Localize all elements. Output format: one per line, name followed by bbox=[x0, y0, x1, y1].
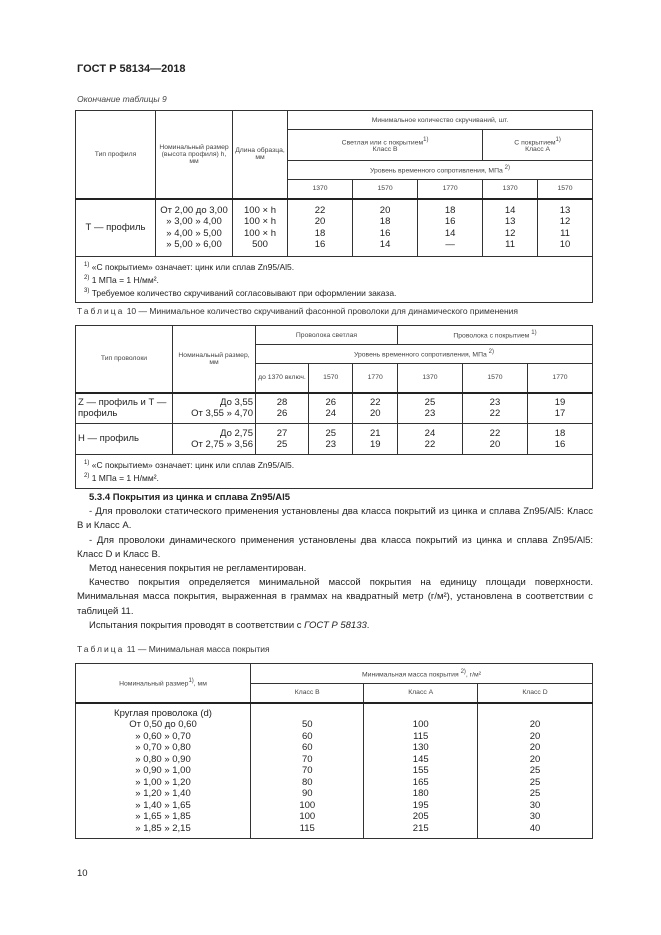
table-footnotes: $^{1)}$ «С покрытием» означает: цинк или сплав Zn95/Al5. $^{2)}$ 1 МПа = 1 Н/мм². bbox=[76, 455, 593, 489]
cell: До 2,75 От 2,75 » 3,56 bbox=[173, 424, 256, 455]
paragraph: Испытания покрытия проводят в соответствии с ГОСТ Р 58133. bbox=[89, 619, 370, 631]
col-header: Номинальный размер, мм bbox=[173, 326, 256, 393]
col-header: Класс В bbox=[251, 684, 364, 703]
document-header: ГОСТ Р 58134—2018 bbox=[77, 63, 186, 75]
cell: 23 22 bbox=[462, 393, 527, 424]
col-header: С покрытием$^{1)}$ Класс А bbox=[483, 130, 593, 161]
col-header: Минимальное количество скручиваний, шт. bbox=[288, 111, 593, 130]
col-header: Номинальный размер (высота профиля) h, мм bbox=[156, 111, 233, 199]
cell: 22 20 bbox=[353, 393, 397, 424]
paragraph: - Для проволоки статического применения установлены два класса покрытий из цинка и сплава Zn95/Al5: Класс В и Класс А. bbox=[77, 506, 593, 532]
table-11 bbox=[75, 663, 593, 839]
cell: 22 20 18 16 bbox=[288, 199, 353, 257]
cell: 25 23 bbox=[309, 424, 353, 455]
section-title: 5.3.4 Покрытия из цинка и сплава Zn95/Al5 bbox=[89, 492, 291, 503]
paragraph: Метод нанесения покрытия не регламентирован. bbox=[89, 563, 307, 575]
cell: 18 16 14 — bbox=[418, 199, 483, 257]
cell: 25 23 bbox=[397, 393, 462, 424]
cell: 21 19 bbox=[353, 424, 397, 455]
col-header: 1370 bbox=[397, 364, 462, 393]
cell: 13 12 11 10 bbox=[538, 199, 593, 257]
col-header: Светлая или с покрытием$^{1)}$ Класс В bbox=[288, 130, 483, 161]
col-header: Минимальная масса покрытия $^{2)}$, г/м² bbox=[251, 664, 593, 684]
table-9-caption: Окончание таблицы 9 bbox=[77, 94, 167, 104]
paragraph: - Для проволоки динамического применения установлены два класса покрытий из цинка и сплава Zn95/Al5: Класс D и Класс В. bbox=[77, 534, 593, 560]
table-11-caption: Таблица 11 — Минимальная масса покрытия bbox=[77, 644, 270, 654]
col-header: 1770 bbox=[527, 364, 592, 393]
paragraph: Качество покрытия определяется минимальной массой покрытия на единицу площади поверхности. Минимальная масса покрытия, выраженная в граммах на квадратный метр (г/м²), установлена в соответствии с таблицей 11. bbox=[77, 577, 593, 617]
cell: 19 17 bbox=[527, 393, 592, 424]
table-row bbox=[76, 703, 593, 839]
col-header: 1570 bbox=[309, 364, 353, 393]
cell: 20 18 16 14 bbox=[353, 199, 418, 257]
col-header: Класс D bbox=[477, 684, 592, 703]
col-header: 1370 bbox=[288, 180, 353, 199]
cell: 28 26 bbox=[256, 393, 309, 424]
table-9 bbox=[75, 110, 593, 303]
cell-sizes: От 2,00 до 3,00 » 3,00 » 4,00 » 4,00 » 5,00 » 5,00 » 6,00 bbox=[156, 199, 233, 257]
table-10-caption: Таблица 10 — Минимальное количество скручиваний фасонной проволоки для динамического применения bbox=[77, 306, 519, 316]
cell: 26 24 bbox=[309, 393, 353, 424]
cell: Н — профиль bbox=[76, 424, 173, 455]
table-row bbox=[76, 199, 593, 257]
col-header: Тип проволоки bbox=[76, 326, 173, 393]
col-header: 1570 bbox=[353, 180, 418, 199]
col-header: 1570 bbox=[462, 364, 527, 393]
col-header: Проволока светлая bbox=[256, 326, 398, 345]
cell: 27 25 bbox=[256, 424, 309, 455]
col-header: Проволока с покрытием $^{1)}$ bbox=[397, 326, 592, 345]
col-header: 1770 bbox=[418, 180, 483, 199]
col-header: Уровень временного сопротивления, МПа $^{2)}$ bbox=[288, 161, 593, 180]
cell: Z — профиль и Т — профиль bbox=[76, 393, 173, 424]
table-row bbox=[76, 424, 593, 455]
cell: До 3,55 От 3,55 » 4,70 bbox=[173, 393, 256, 424]
cell: 24 22 bbox=[397, 424, 462, 455]
table-10 bbox=[75, 325, 593, 489]
col-header: Класс А bbox=[364, 684, 477, 703]
col-header: 1570 bbox=[538, 180, 593, 199]
cell-class-d: 20 20 20 20 25 25 25 30 30 40 bbox=[477, 703, 592, 839]
section-5-3-4 bbox=[77, 491, 593, 633]
cell-sizes: Круглая проволока (d) От 0,50 до 0,60 » 0,60 » 0,70 » 0,70 » 0,80 » 0,80 » 0,90 » 0,90 » 1,00 » 1,00 » 1,20 » 1,20 » 1,40 » 1,40 » 1,65 » 1,65 » 1,85 » 1,85 » 2,15 bbox=[76, 703, 251, 839]
col-header: 1770 bbox=[353, 364, 397, 393]
col-header: Уровень временного сопротивления, МПа $^{2)}$ bbox=[256, 345, 593, 364]
cell: 22 20 bbox=[462, 424, 527, 455]
col-header: 1370 bbox=[483, 180, 538, 199]
col-header: до 1370 включ. bbox=[256, 364, 309, 393]
cell-class-b: 50 60 60 70 70 80 90 100 100 115 bbox=[251, 703, 364, 839]
cell: Т — профиль bbox=[76, 199, 156, 257]
cell-lengths: 100 × h 100 × h 100 × h 500 bbox=[233, 199, 288, 257]
col-header: Тип профиля bbox=[76, 111, 156, 199]
col-header: Номинальный размер$^{1)}$, мм bbox=[76, 664, 251, 703]
col-header: Длина образца, мм bbox=[233, 111, 288, 199]
standard-reference: ГОСТ Р 58133 bbox=[304, 619, 367, 631]
table-footnotes: $^{1)}$ «С покрытием» означает: цинк или сплав Zn95/Al5. $^{2)}$ 1 МПа = 1 Н/мм². $^{3)}$ Требуемое количество скручиваний согласовывают при оформлении заказа. bbox=[76, 257, 593, 303]
table-row bbox=[76, 393, 593, 424]
page-number: 10 bbox=[77, 868, 88, 879]
cell: 14 13 12 11 bbox=[483, 199, 538, 257]
cell-class-a: 100 115 130 145 155 165 180 195 205 215 bbox=[364, 703, 477, 839]
cell: 18 16 bbox=[527, 424, 592, 455]
